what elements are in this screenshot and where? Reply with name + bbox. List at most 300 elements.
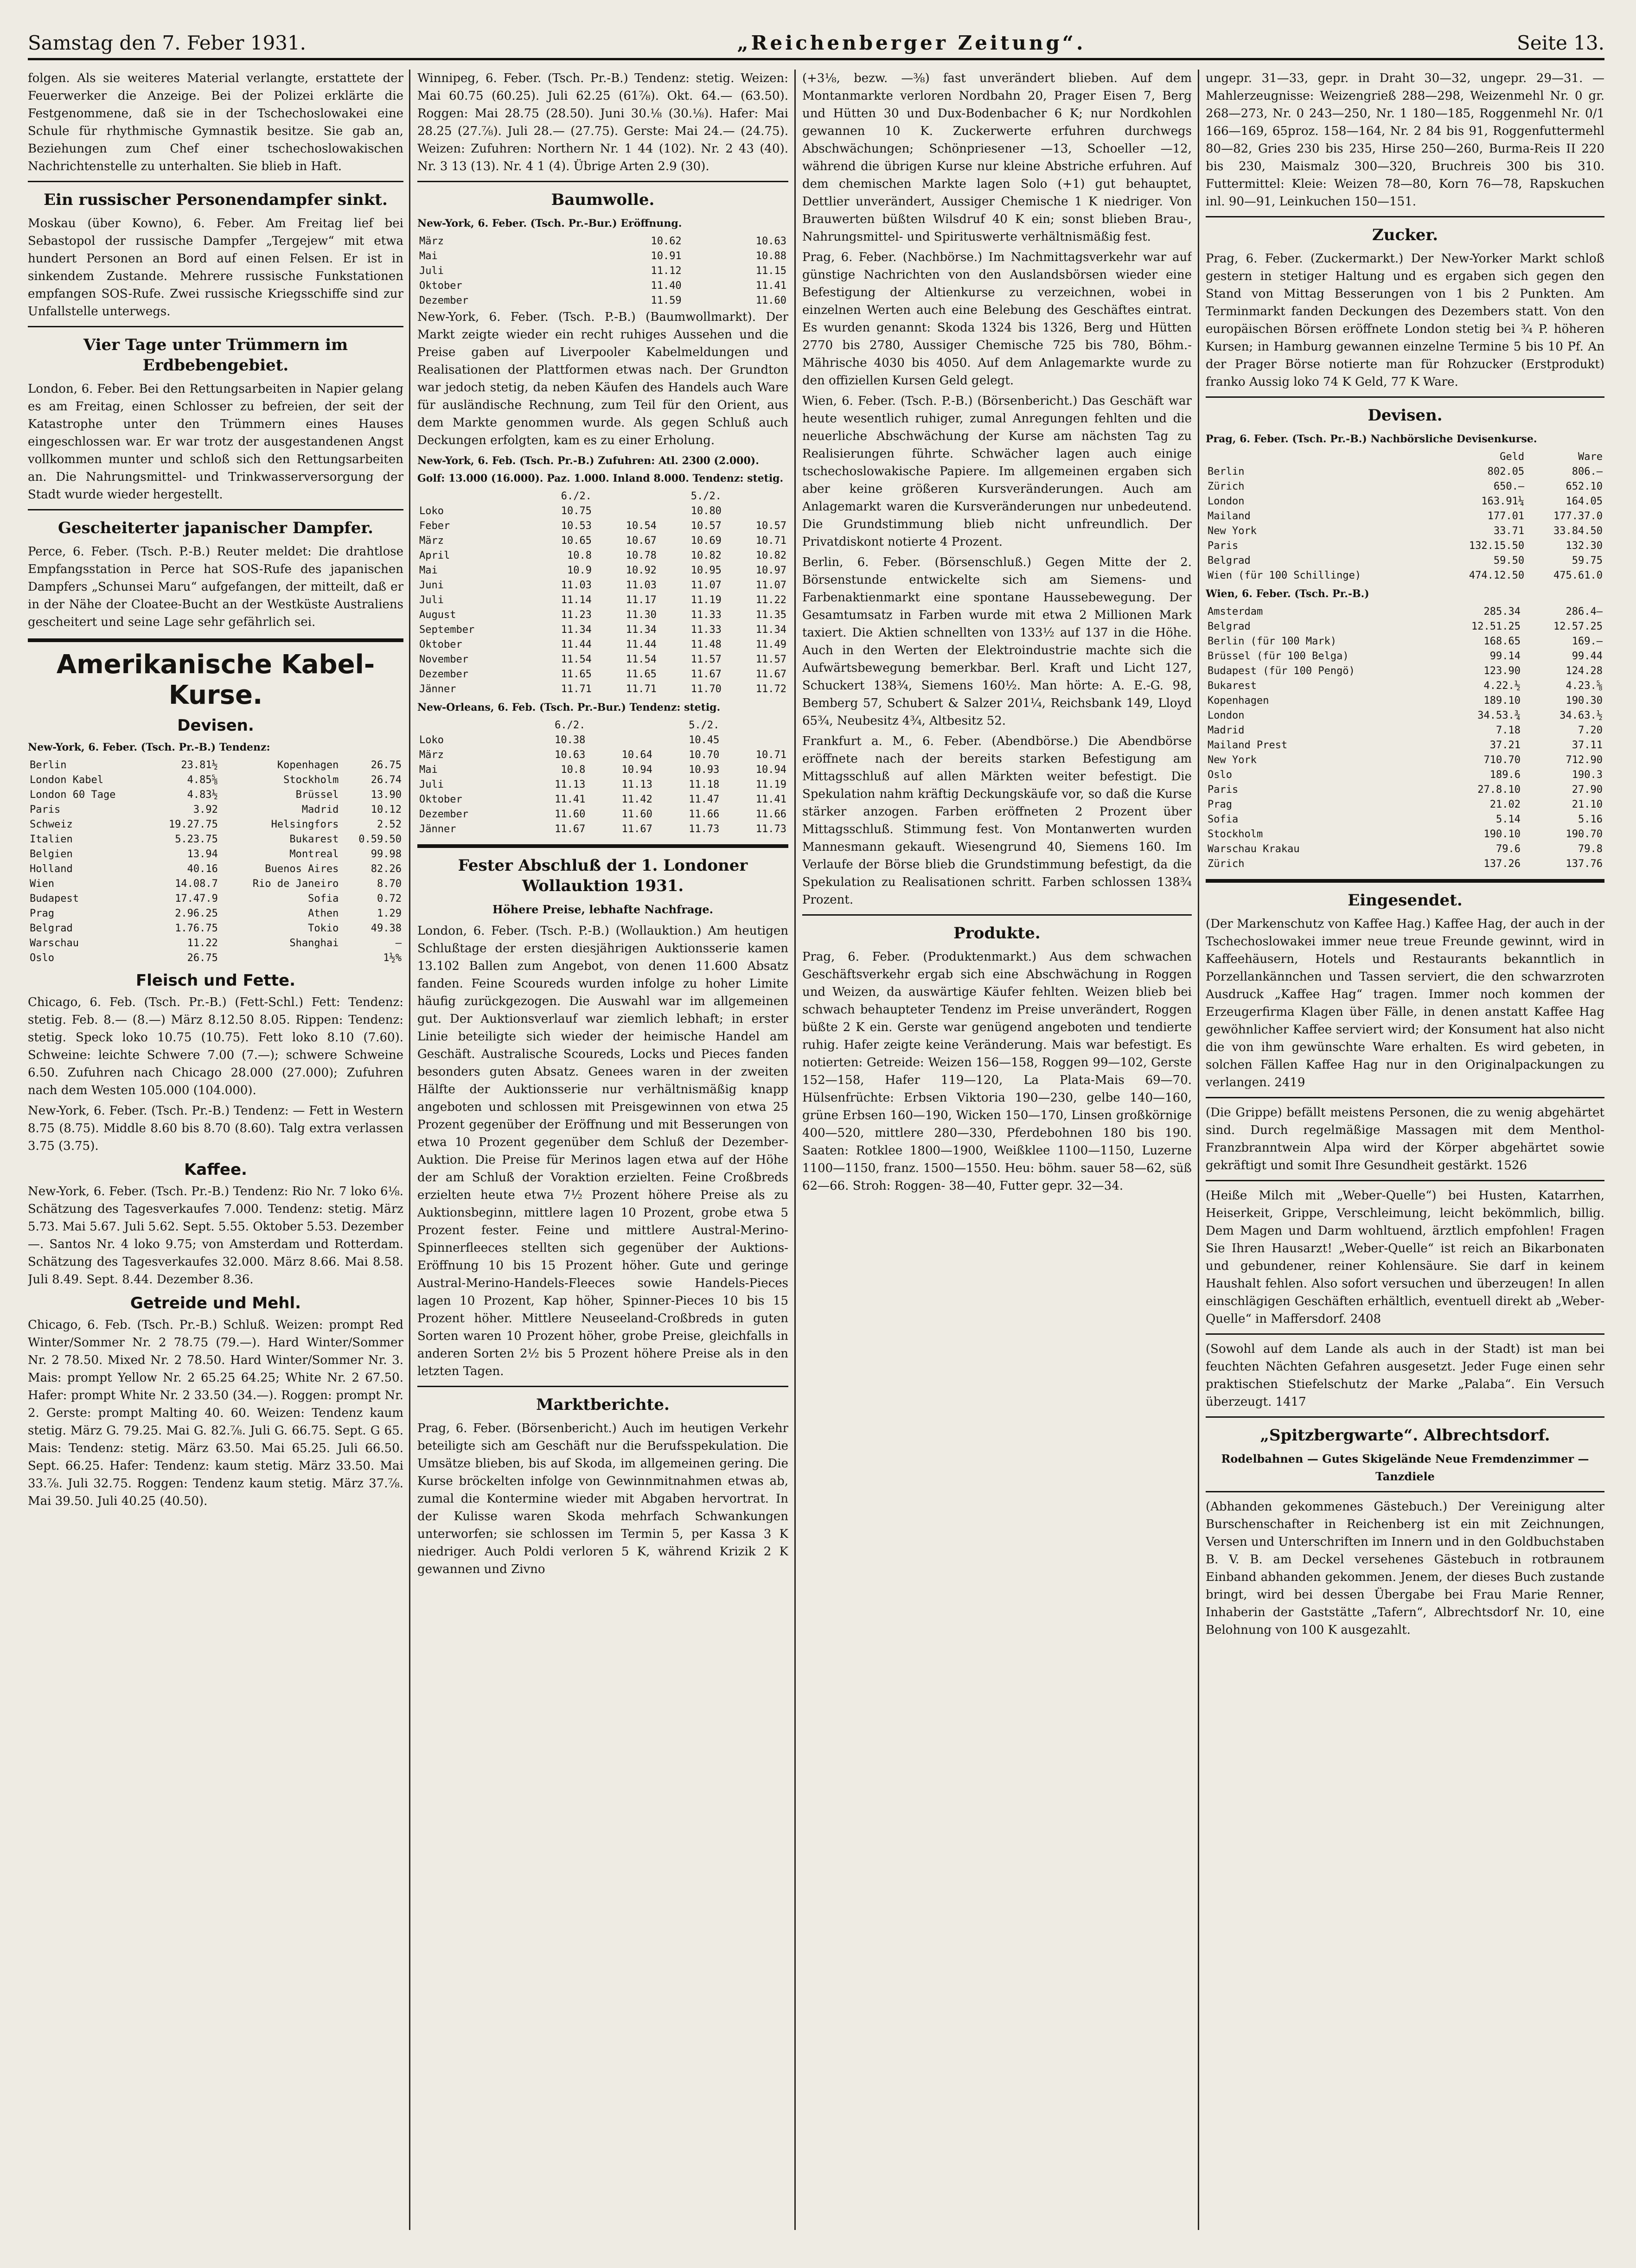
table-cell: 10.63 — [755, 236, 786, 247]
table-cell: 10.82 — [755, 550, 786, 561]
table-row — [417, 792, 788, 807]
table-cell: 11.34 — [755, 624, 786, 636]
table-cell: Berlin — [30, 759, 67, 771]
divider — [802, 914, 1192, 916]
table-row — [28, 758, 403, 773]
table-cell: Wien — [30, 878, 54, 890]
table-cell: April — [419, 550, 450, 561]
table-cell: 11.72 — [755, 683, 786, 695]
subtitle: Höhere Preise, lebhafte Nachfrage. — [492, 903, 713, 916]
table-cell: 11.22 — [187, 937, 218, 949]
article-body: London, 6. Feber. Bei den Rettungsarbeiten in Napier gelang es am Freitag, einen Schlosser zu befreien, der seit der Katastrophe unter den Trümmern eines Hauses eingeschlossen war. Er war trotz der ausgestandenen Angst vollkommen munter und schloß sich den Rettungsarbeiten an. Die Nahrungsmittel- und Trinkwasserversorgung der Stadt wurde wieder hergestellt. — [28, 382, 403, 502]
table-cell: 11.19 — [690, 594, 722, 606]
table-cell: 189.6 — [1489, 769, 1521, 781]
table-cell: Juli — [419, 779, 444, 790]
table-row — [1206, 649, 1604, 664]
table-cell: New York — [1208, 754, 1257, 766]
table-row — [28, 862, 403, 877]
table-cell: 11.17 — [626, 594, 657, 606]
divider — [1206, 1491, 1604, 1492]
table-cell: 10.78 — [626, 550, 657, 561]
table-cell: 650.— — [1493, 481, 1525, 492]
table-cell: 34.63.½ — [1559, 710, 1603, 721]
table-cell: März — [419, 749, 444, 761]
table-cell: Rio de Janeiro — [252, 878, 339, 890]
table-cell: Holland — [30, 863, 73, 875]
section-title: Devisen. — [1368, 406, 1443, 425]
table-row — [1206, 723, 1604, 738]
advertisement-title: „Spitzbergwarte“. Albrechtsdorf. — [1260, 1426, 1550, 1445]
table-cell: 1.29 — [377, 908, 402, 919]
table-cell: 26.75 — [187, 952, 218, 964]
table-cell: 10.82 — [690, 550, 722, 561]
table-cell: 33.71 — [1493, 525, 1525, 537]
table-cell: 49.38 — [371, 923, 402, 934]
table-row — [417, 682, 788, 697]
table-cell: Bukarest — [289, 834, 339, 845]
table-cell: Madrid — [1208, 725, 1245, 736]
table-meta: Wien, 6. Feber. (Tsch. Pr.-B.) — [1206, 588, 1369, 600]
table-cell: Brüssel — [295, 789, 339, 801]
table-cell: 10.67 — [626, 535, 657, 547]
table-cell: 11.34 — [626, 624, 657, 636]
table-cell: 123.90 — [1483, 665, 1521, 677]
table-row — [417, 623, 788, 637]
section-title: Zucker. — [1372, 226, 1438, 244]
table-cell: 10.80 — [690, 505, 722, 517]
currency-table — [28, 758, 403, 966]
table-cell: 11.13 — [621, 779, 652, 790]
table-cell: 10.12 — [371, 804, 402, 815]
table-cell: 11.15 — [755, 265, 786, 277]
table-cell: September — [419, 624, 475, 636]
table-cell: 4.23.⅝ — [1566, 680, 1603, 692]
table-cell: 190.3 — [1572, 769, 1603, 781]
column-divider — [409, 70, 410, 2230]
table-cell: Montreal — [289, 848, 339, 860]
table-cell: 10.65 — [561, 535, 592, 547]
column-3 — [802, 70, 1192, 2230]
table-cell: 11.33 — [690, 609, 722, 621]
table-cell: 124.28 — [1566, 665, 1603, 677]
table-cell: 10.93 — [689, 764, 720, 776]
table-cell: 10.91 — [651, 250, 682, 262]
table-cell: 11.44 — [626, 639, 657, 650]
table-cell: Prag — [30, 908, 54, 919]
table-row — [28, 877, 403, 892]
table-header-row — [417, 718, 788, 733]
section-title: Amerikanische Kabel-Kurse. — [56, 650, 375, 710]
table-cell: Tokio — [308, 923, 339, 934]
table-cell: Belgrad — [1208, 555, 1251, 567]
table-row — [417, 519, 788, 534]
table-cell: 11.35 — [755, 609, 786, 621]
table-cell: 11.54 — [626, 654, 657, 665]
article-body: Prag, 6. Feber. (Börsenbericht.) Auch im heutigen Verkehr beteiligte sich am Geschäft nur die Berufsspekulation. Die Umsätze blieben, bis auf Skoda, im allgemeinen gering. Die Kurse bröckelten infolge von Gewinnmitnahmen etwas ab, zumal die Kontermine wieder mit Abgaben hervortrat. In der Kulisse waren Skoda mehrfach Schwankungen unterworfen; sie schlossen im Termin 5, per Kassa 3 K niedriger. Auch Poldi verloren 5 K, während Krizik 2 K gewannen und Zivno — [417, 1421, 788, 1576]
article-title: Gescheiterter japanischer Dampfer. — [58, 519, 373, 537]
table-row — [417, 748, 788, 763]
table-cell: Mai — [419, 565, 438, 576]
table-cell: 10.63 — [555, 749, 586, 761]
article-body: Wien, 6. Feber. (Tsch. P.-B.) (Börsenbericht.) Das Geschäft war heute wesentlich ruhiger, zumal Anregungen fehlten und die neuerliche Abschwächung der Kurse am nächsten Tag zu Realisierungen führte. Schwächer lagen auch einige tschechoslowakische Papiere. Im allgemeinen ergaben sich aber keine größeren Kursveränderungen. Auch am Anlagemarkt waren die Kursveränderungen nur unbedeutend. Die Grundstimmung blieb nicht unfreundlich. Der Privatdiskont notierte 4 Prozent. — [802, 394, 1192, 549]
table-cell: 11.14 — [561, 594, 592, 606]
table-cell: 11.41 — [755, 280, 786, 292]
table-cell: Loko — [419, 505, 444, 517]
table-cell: 37.21 — [1489, 739, 1521, 751]
table-cell: 11.49 — [755, 639, 786, 650]
table-cell: 11.48 — [690, 639, 722, 650]
article-body: (+3⅛, bezw. —⅜) fast unverändert blieben. Auf dem Montanmarkte verloren Nordbahn 20, Prager Eisen 7, Berg und Hütten 30 und Dux-Bodenbacher 6 K; nur Nordkohlen gewannen 10 K. Zuckerwerte erfuhren durchwegs Abschwächungen; Schönpriesener —13, Schoeller —12, während die übrigen Kurse nur kleine Abstriche erfuhren. Auf dem chemischen Markte lagen Solo (+1) gut behauptet, Dettlier unverändert, Aussiger Chemische 1 K niedriger. Von Brauwerten büßten Wilsdruf 40 K ein; sonst blieben Brau-, Nahrungsmittel- und Spirituswerte verhältnismäßig fest. — [802, 71, 1192, 244]
table-cell: 132.30 — [1566, 540, 1603, 552]
table-cell: 1½% — [383, 952, 402, 964]
issue-date: Samstag den 7. Feber 1931. — [28, 32, 307, 54]
table-cell: 11.41 — [555, 794, 586, 805]
table-cell: 6./2. — [555, 720, 586, 731]
table-cell: 3.92 — [193, 804, 218, 815]
article-body: Prag, 6. Feber. (Zuckermarkt.) Der New-Yorker Markt schloß gestern in stetiger Haltung und es ergaben sich gegen den Stand von Mittag Besserungen von 1 bis 2 Punkten. Am Terminmarkt fanden Deckungen des Dezembers statt. Von den europäischen Börsen eröffnete London stetig bei ¾ P. höheren Kursen; in Hamburg gewannen einzelne Termine 5 bis 10 Pf. An der Prager Börse notierte man für Rohzucker (Erstprodukt) franko Aussig loko 74 K Geld, 77 K Ware. — [1206, 252, 1604, 389]
table-row — [1206, 509, 1604, 524]
table-cell: 5.14 — [1496, 814, 1521, 825]
table-cell: 21.10 — [1572, 799, 1603, 810]
table-cell: Zürich — [1208, 481, 1245, 492]
table-cell: 5.16 — [1578, 814, 1603, 825]
table-cell: London 60 Tage — [30, 789, 116, 801]
table-cell: 19.27.75 — [168, 819, 218, 830]
table-cell: Geld — [1500, 451, 1525, 463]
table-cell: 10.92 — [626, 565, 657, 576]
table-row — [1206, 842, 1604, 857]
table-cell — [417, 718, 520, 733]
table-cell: 11.07 — [755, 580, 786, 591]
notice-body: (Die Grippe) befällt meistens Personen, die zu wenig abgehärtet sind. Durch regelmäßige Massagen mit dem Menthol-Franzbranntwein Alpa wird der Körper abgehärtet sowie gekräftigt und somit Ihre Gesundheit gestärkt. 1526 — [1206, 1106, 1604, 1172]
table-row — [1206, 768, 1604, 783]
table-cell: 14.08.7 — [175, 878, 218, 890]
table-cell: Warschau Krakau — [1208, 843, 1300, 855]
table-cell: 177.01 — [1487, 510, 1525, 522]
table-row — [28, 803, 403, 817]
table-cell: Oktober — [419, 280, 462, 292]
column-divider — [1198, 70, 1199, 2230]
table-cell: 40.16 — [187, 863, 218, 875]
table-cell: 5./2. — [689, 720, 720, 731]
table-cell: 4.85⅝ — [187, 774, 218, 786]
table-cell: London — [1208, 710, 1245, 721]
table-cell: 7.20 — [1578, 725, 1603, 736]
table-cell: Athen — [308, 908, 339, 919]
table-cell: 99.98 — [371, 848, 402, 860]
table-cell: 190.10 — [1483, 828, 1521, 840]
table-cell: 286.4— — [1566, 606, 1603, 618]
table-cell: 10.45 — [689, 734, 720, 746]
table-cell: Brüssel (für 100 Belga) — [1208, 650, 1349, 662]
article-body: Moskau (über Kowno), 6. Feber. Am Freitag lief bei Sebastopol der russische Dampfer „Tergejew“ mit etwa hundert Personen an Bord auf einen Felsen. Er ist in sinkendem Zustande. Mehrere russische Funkstationen empfangen SOS-Rufe. Zwei russische Kriegsschiffe sind zur Unfallstelle unterwegs. — [28, 217, 403, 319]
table-cell: 13.90 — [371, 789, 402, 801]
article-title: Ein russischer Personendampfer sinkt. — [44, 191, 388, 209]
table-cell: Kopenhagen — [1208, 695, 1269, 707]
table-row — [1206, 524, 1604, 539]
table-cell: 11.60 — [621, 809, 652, 820]
article-body: Perce, 6. Feber. (Tsch. P.-B.) Reuter meldet: Die drahtlose Empfangsstation in Perce hat SOS-Rufe des japanischen Dampfers „Schunsei Maru“ aufgefangen, der mitteilt, daß er in der Nähe der Cloatee-Bucht an der Westküste Australiens gescheitert und seine Lage sehr gefährlich sei. — [28, 545, 403, 629]
table-cell: Warschau — [30, 937, 79, 949]
table-cell: Juli — [419, 594, 444, 606]
section-title: Marktberichte. — [536, 1395, 670, 1414]
table-cell: 710.70 — [1483, 754, 1521, 766]
table-cell: Mailand — [1208, 510, 1251, 522]
table-row — [417, 563, 788, 578]
table-cell: 7.18 — [1496, 725, 1521, 736]
table-cell: 4.83½ — [187, 789, 218, 801]
market-body: Chicago, 6. Feb. (Tsch. Pr.-B.) (Fett-Schl.) Fett: Tendenz: stetig. Feb. 8.— (8.—) März 8.12.50 8.05. Rippen: Tendenz: stetig. Speck loko 10.75 (10.75). Fett loko 8.10 (7.60). Schweine: leichte Schwere 7.00 (7.—); schwere Schweine 6.50. Zufuhren nach Chicago 28.000 (27.000); Zufuhren nach dem Westen 105.000 (104.000). — [28, 995, 403, 1097]
section-title: Baumwolle. — [551, 191, 655, 209]
table-cell — [723, 504, 788, 519]
table-cell: 10.53 — [561, 520, 592, 532]
table-row — [1206, 753, 1604, 768]
table-cell: 475.61.0 — [1553, 570, 1603, 581]
table-cell: 11.34 — [561, 624, 592, 636]
table-cell: 12.57.25 — [1553, 621, 1603, 632]
table-cell: 27.90 — [1572, 784, 1603, 796]
section-title: Fester Abschluß der 1. Londoner Wollauktion 1931. — [458, 856, 748, 895]
table-row — [28, 951, 403, 966]
table-cell: Budapest — [30, 893, 79, 905]
table-cell: Jänner — [419, 823, 456, 835]
table-cell: 21.02 — [1489, 799, 1521, 810]
table-row — [417, 534, 788, 548]
table-cell: 2.52 — [377, 819, 402, 830]
table-cell: 189.10 — [1483, 695, 1521, 707]
table-cell: 11.57 — [755, 654, 786, 665]
newspaper-title: „Reichenberger Zeitung“. — [737, 32, 1086, 54]
cotton-table — [417, 234, 788, 308]
table-row — [28, 832, 403, 847]
table-cell: Sofia — [308, 893, 339, 905]
table-cell: 33.84.50 — [1553, 525, 1603, 537]
table-cell: 11.65 — [561, 669, 592, 680]
table-cell: Amsterdam — [1208, 606, 1263, 618]
table-cell: 10.57 — [690, 520, 722, 532]
table-cell — [723, 489, 788, 504]
table-cell: London Kabel — [30, 774, 103, 786]
divider — [1206, 1097, 1604, 1098]
table-row — [28, 936, 403, 951]
table-cell: Sofia — [1208, 814, 1239, 825]
table-cell: 13.94 — [187, 848, 218, 860]
table-row — [1206, 494, 1604, 509]
table-cell: 59.75 — [1572, 555, 1603, 567]
table-cell: 4.22.½ — [1483, 680, 1521, 692]
table-meta: New-York, 6. Feb. (Tsch. Pr.-B.) Zufuhren: Atl. 2300 (2.000). Golf: 13.000 (16.000). Paz. 1.000. Inland 8.000. Tendenz: stetig. — [417, 455, 784, 484]
table-cell: 10.69 — [690, 535, 722, 547]
table-cell: November — [419, 654, 468, 665]
divider — [28, 509, 403, 510]
table-cell: 26.75 — [371, 759, 402, 771]
table-meta: New-York, 6. Feber. (Tsch. Pr.-B.) Tendenz: — [28, 741, 270, 753]
table-cell: Juli — [419, 265, 444, 277]
table-cell: 137.76 — [1566, 858, 1603, 870]
table-cell: 11.60 — [555, 809, 586, 820]
table-row — [28, 921, 403, 936]
table-cell: 164.05 — [1566, 496, 1603, 507]
table-cell: 0.59.50 — [358, 834, 402, 845]
table-cell: 190.70 — [1566, 828, 1603, 840]
page-number: Seite 13. — [1517, 32, 1604, 54]
divider — [1206, 1180, 1604, 1181]
table-cell: 10.8 — [567, 550, 592, 561]
market-body: New-York, 6. Feber. (Tsch. Pr.-B.) Tendenz: Rio Nr. 7 loko 6⅛. Schätzung des Tagesverkaufes 7.000. Tendenz: stetig. März 5.73. Mai 5.67. Juli 5.62. Sept. 5.55. Oktober 5.53. Dezember —. Santos Nr. 4 loko 9.75; von Amsterdam und Rotterdam. Schätzung des Tagesverkaufes 32.000. März 8.66. Mai 8.58. Juli 8.49. Sept. 8.44. Dezember 8.36. — [28, 1185, 403, 1287]
article-body: ungepr. 31—33, gepr. in Draht 30—32, ungepr. 29—31. — Mahlerzeugnisse: Weizengrieß 288—298, Weizenmehl Nr. 0 gr. 268—273, Nr. 0 243—250, Nr. 1 180—185, Roggenmehl Nr. 0/1 166—169, 65proz. 158—164, Nr. 2 84 bis 91, Roggenfuttermehl 80—82, Gries 230 bis 235, Hirse 250—260, Burma-Reis II 220 bis 230, Maismalz 300—320, Bruchreis 300 bis 310. Futtermittel: Kleie: Weizen 78—80, Korn 76—78, Rapskuchen inl. 90—91, Leinkuchen 150—151. — [1206, 71, 1604, 209]
table-cell: 8.70 — [377, 878, 402, 890]
table-cell: 11.47 — [689, 794, 720, 805]
table-row — [417, 578, 788, 593]
table-cell: London — [1208, 496, 1245, 507]
table-row — [1206, 568, 1604, 583]
subsection-title: Kaffee. — [184, 1160, 247, 1179]
table-cell — [721, 733, 788, 748]
table-cell: Stockholm — [1208, 828, 1263, 840]
table-cell: 82.26 — [371, 863, 402, 875]
table-row — [1206, 694, 1604, 708]
column-1 — [28, 70, 403, 2230]
table-cell: 11.03 — [626, 580, 657, 591]
table-cell: Paris — [1208, 784, 1239, 796]
table-cell — [587, 718, 654, 733]
table-cell: 10.8 — [561, 764, 586, 776]
table-cell: Madrid — [301, 804, 339, 815]
section-title: Produkte. — [953, 924, 1041, 943]
table-cell: Kopenhagen — [277, 759, 339, 771]
table-row — [1206, 619, 1604, 634]
table-cell: 79.6 — [1496, 843, 1521, 855]
table-cell: 26.74 — [371, 774, 402, 786]
table-cell: 11.66 — [755, 809, 786, 820]
table-cell: Budapest (für 100 Pengö) — [1208, 665, 1355, 677]
table-cell: 11.54 — [561, 654, 592, 665]
table-cell: 11.57 — [690, 654, 722, 665]
table-cell: Italien — [30, 834, 73, 845]
table-row — [417, 733, 788, 748]
table-row — [417, 264, 788, 279]
table-cell: Belgrad — [1208, 621, 1251, 632]
divider — [1206, 216, 1604, 217]
table-cell: August — [419, 609, 456, 621]
table-cell: Buenos Aires — [265, 863, 339, 875]
table-row — [28, 892, 403, 906]
table-cell: 11.22 — [755, 594, 786, 606]
table-header-row — [1206, 450, 1604, 465]
table-cell: 23.81½ — [181, 759, 218, 771]
table-cell: 10.94 — [621, 764, 652, 776]
table-meta: Prag, 6. Feber. (Tsch. Pr.-B.) Nachbörsliche Devisenkurse. — [1206, 433, 1537, 445]
table-row — [417, 608, 788, 623]
table-row — [1206, 479, 1604, 494]
table-cell: Belgien — [30, 848, 73, 860]
table-row — [1206, 465, 1604, 479]
table-cell: Oslo — [30, 952, 54, 964]
table-cell: Mai — [419, 250, 438, 262]
table-cell: 10.9 — [567, 565, 592, 576]
currency-table — [1206, 450, 1604, 583]
table-cell: 10.97 — [755, 565, 786, 576]
table-cell: 1.76.75 — [175, 923, 218, 934]
table-row — [417, 293, 788, 308]
table-cell: 806.— — [1572, 466, 1603, 478]
table-cell: 11.07 — [690, 580, 722, 591]
table-cell: 10.54 — [626, 520, 657, 532]
table-row — [417, 763, 788, 777]
table-meta: New-York, 6. Feber. (Tsch. Pr.-Bur.) Eröffnung. — [417, 217, 682, 229]
table-cell: 11.19 — [755, 779, 786, 790]
table-cell: 10.94 — [755, 764, 786, 776]
table-row — [1206, 827, 1604, 842]
table-row — [1206, 783, 1604, 797]
table-cell: 59.50 — [1493, 555, 1525, 567]
table-meta: New-Orleans, 6. Feb. (Tsch. Pr.-Bur.) Tendenz: stetig. — [417, 701, 721, 714]
table-cell — [220, 951, 340, 966]
table-row — [417, 249, 788, 264]
table-cell: März — [419, 535, 444, 547]
market-body: Chicago, 6. Feb. (Tsch. Pr.-B.) Schluß. Weizen: prompt Red Winter/Sommer Nr. 2 78.75 (79.—). Hard Winter/Sommer Nr. 2 78.50. Mixed Nr. 2 78.50. Hard Winter/Sommer Nr. 3. Mais: prompt Yellow Nr. 2 65.25 64.25; White Nr. 2 67.50. Hafer: prompt White Nr. 2 33.50 (34.—). Roggen: prompt Nr. 2. Gerste: prompt Malting 40. 60. Weizen: Tendenz kaum stetig. März G. 79.25. Mai G. 82.⅞. Juli G. 66.75. Sept. G 65. Mais: Tendenz: stetig. März 63.50. Mai 65.25. Juli 66.50. Sept. 66.25. Hafer: Tendenz: kaum stetig. März 33.50. Mai 33.⅞. Juli 32.75. Roggen: Tendenz kaum stetig. März 37.⅞. Mai 39.50. Juli 40.25 (40.50). — [28, 1318, 403, 1508]
table-cell: Wien (für 100 Schillinge) — [1208, 570, 1361, 581]
article-body: Prag, 6. Feber. (Produktenmarkt.) Aus dem schwachen Geschäftsverkehr ergab sich eine Abschwächung in Roggen und Weizen, da auswärtige Käufer fehlten. Weizen blieb bei schwach behaupteter Tendenz im Preise unverändert, Roggen büßte 2 K ein. Gerste war genügend angeboten und tendierte ruhig. Hafer zeigte keine Veränderung. Mais war befestigt. Es notierten: Getreide: Weizen 156—158, Roggen 99—102, Gerste 152—158, Hafer 119—120, La Plata-Mais 69—70. Hülsenfrüchte: Erbsen Viktoria 190—230, gelbe 140—160, grüne Erbsen 160—190, Wicken 150—170, Linsen großkörnige 400—520, mittlere 280—330, Pferdebohnen 180 bis 190. Saaten: Rotklee 1800—1900, Weißklee 1100—1150, Luzerne 1100—1150, franz. 1500—1550. Heu: böhm. sauer 58—62, süß 62—66. Stroh: Roggen- 38—40, Futter gepr. 32—34. — [802, 950, 1192, 1193]
table-cell: 0.72 — [377, 893, 402, 905]
article-continuation: folgen. Als sie weiteres Material verlangte, erstattete der Feuerwerker die Anzeige. Bei der Polizei erklärte die Festgenommene, daß sie in der Tschechoslowakei eine Schule für rhythmische Gymnastik besitze. Sie gab an, Beziehungen zum Chef einer tschechoslowakischen Nachrichtenstelle zu unterhalten. Sie blieb in Haft. — [28, 71, 403, 173]
table-cell: 99.14 — [1489, 650, 1521, 662]
table-cell: 11.40 — [651, 280, 682, 292]
divider — [1206, 396, 1604, 398]
table-row — [28, 847, 403, 862]
table-cell: 10.95 — [690, 565, 722, 576]
table-cell: Loko — [419, 734, 444, 746]
table-cell: 11.73 — [689, 823, 720, 835]
table-cell: Ware — [1578, 451, 1603, 463]
table-cell: New York — [1208, 525, 1257, 537]
section-rule — [417, 844, 788, 848]
notice-body: (Der Markenschutz von Kaffee Hag.) Kaffee Hag, der auch in der Tschechoslowakei immer neue treue Freunde gewinnt, wird in Kaffeehäusern, Hotels und Restaurants bekanntlich in Porzellankännchen und Tassen serviert, die den schwarzroten Ausdruck „Kaffee Hag“ tragen. Immer noch kommen der Erzeugerfirma Klagen über Fälle, in denen anstatt Kaffee Hag gewöhnlicher Kaffee serviert wird; der Konsument hat also nicht die von ihm gewünschte Ware erhalten. Es wird gebeten, in solchen Fällen Kaffee Hag nur in den Originalpackungen zu verlangen. 2419 — [1206, 917, 1604, 1089]
table-cell: 10.57 — [755, 520, 786, 532]
column-divider — [794, 70, 796, 2230]
table-cell: 5./2. — [690, 491, 722, 502]
divider — [417, 181, 788, 182]
table-cell: Prag — [1208, 799, 1232, 810]
subsection-title: Devisen. — [177, 716, 254, 735]
article-body: Berlin, 6. Feber. (Börsenschluß.) Gegen Mitte der 2. Börsenstunde entwickelte sich am Siemens- und Farbenaktienmarkt eine spontane Haussebewegung. Der Gesamtumsatz in Farben wurde mit etwa 2 Millionen Mark taxiert. Die Aktien schnellten von 133½ auf 137 in die Höhe. Auch in den Werten der Elektroindustrie machte sich die Aufwärtsbewegung bemerkbar. Berl. Kraft und Licht 127, Schuckert 138¾, Siemens 160½. Man hörte: A. E.-G. 98, Bemberg 57, Schubert & Salzer 201¼, Reichsbank 149, Lloyd 65¾, Neubesitz 4¾, Altbesitz 52. — [802, 555, 1192, 728]
article-body: London, 6. Feber. (Tsch. P.-B.) (Wollauktion.) Am heutigen Schlußtage der ersten diesjährigen Auktionsserie kamen 13.102 Ballen zum Angebot, von denen 11.600 Absatz fanden. Feine Scoureds wurden infolge zu hoher Limite häufig zurückgezogen. Die Auswahl war im allgemeinen gut. Der Auktionsverlauf war ziemlich lebhaft; in erster Linie beteiligte sich wieder der heimische Handel am Geschäft. Australische Scoureds, Locks und Pieces fanden besonders guten Absatz. Genees waren in der zweiten Hälfte der Auktionsserie nur verhältnismäßig knapp angeboten und schlossen mit Preisgewinnen von etwa 25 Prozent gegenüber der Eröffnung und mit Besserungen von etwa 10 Prozent gegenüber dem Schluß der Dezember-Auktion. Die Preise für Merinos lagen etwa auf der Höhe der am Schluß der Voraktion erzielten. Feine Croßbreds erzielten heute etwa 7½ Prozent höhere Preise als zu Auktionsbeginn, mittlere lagen 10 Prozent, grobe etwa 5 Prozent fester. Feine und mittlere Austral-Merino-Spinnerfleeces stellten sich gegenüber der Auktions-Eröffnung 10 bis 15 Prozent höher. Gute und geringe Austral-Merino-Handels-Fleeces sowie Handels-Pieces lagen 10 Prozent, Kap höher, Spinner-Pieces 10 bis 15 Prozent höher. Mittlere Neuseeland-Croßbreds in guten Sorten waren 10 Prozent höher, grobe Preise, gleichfalls in anderen Sorten 2½ bis 5 Prozent höhere Preise als in den letzten Tagen. — [417, 924, 788, 1378]
notice-body: (Heiße Milch mit „Weber-Quelle“) bei Husten, Katarrhen, Heiserkeit, Grippe, Verschleimung, leicht bekömmlich, billig. Dem Magen und Darm wohltuend, ärztlich empfohlen! Fragen Sie Ihren Hausarzt! „Weber-Quelle“ ist reich an Bikarbonaten und gebundener, reiner Kohlensäure. Sie darf in keinem Haushalt fehlen. Also sofort versuchen und überzeugen! In allen einschlägigen Geschäften erhältlich, eventuell direkt ab „Weber-Quelle“ in Maffersdorf. 2408 — [1206, 1189, 1604, 1326]
table-cell: 11.41 — [755, 794, 786, 805]
table-cell: 474.12.50 — [1469, 570, 1525, 581]
market-body: New-York, 6. Feber. (Tsch. P.-B.) (Baumwollmarkt). Der Markt zeigte wieder ein recht ruhiges Aussehen und die Preise gaben auf Liverpooler Kabelmeldungen und Realisationen der Plattformen etwas nach. Der Grundton war jedoch stetig, da neben Käufen des Handels auch Ware für ausländische Rechnung, zum Teil für den Orient, aus dem Markte genommen wurde. Als gegen Schluß auch Deckungen erfolgten, kam es zu einer Erholung. — [417, 310, 788, 447]
table-row — [417, 667, 788, 682]
table-cell: 37.11 — [1572, 739, 1603, 751]
section-rule — [1206, 879, 1604, 883]
table-row — [417, 777, 788, 792]
table-cell: 10.70 — [689, 749, 720, 761]
table-cell: 10.71 — [755, 535, 786, 547]
table-cell: 11.23 — [561, 609, 592, 621]
market-body: New-York, 6. Feber. (Tsch. Pr.-B.) Tendenz: — Fett in Western 8.75 (8.75). Middle 8.60 bis 8.70 (8.60). Talg extra verlassen 3.75 (3.75). — [28, 1104, 403, 1153]
table-cell — [417, 489, 529, 504]
table-cell: 11.70 — [690, 683, 722, 695]
table-row — [28, 906, 403, 921]
table-cell: Berlin (für 100 Mark) — [1208, 636, 1337, 647]
table-cell: Feber — [419, 520, 450, 532]
table-row — [1206, 738, 1604, 753]
table-row — [417, 593, 788, 608]
table-cell: Jänner — [419, 683, 456, 695]
table-cell — [1206, 450, 1439, 465]
table-row — [1206, 634, 1604, 649]
table-cell: Berlin — [1208, 466, 1245, 478]
